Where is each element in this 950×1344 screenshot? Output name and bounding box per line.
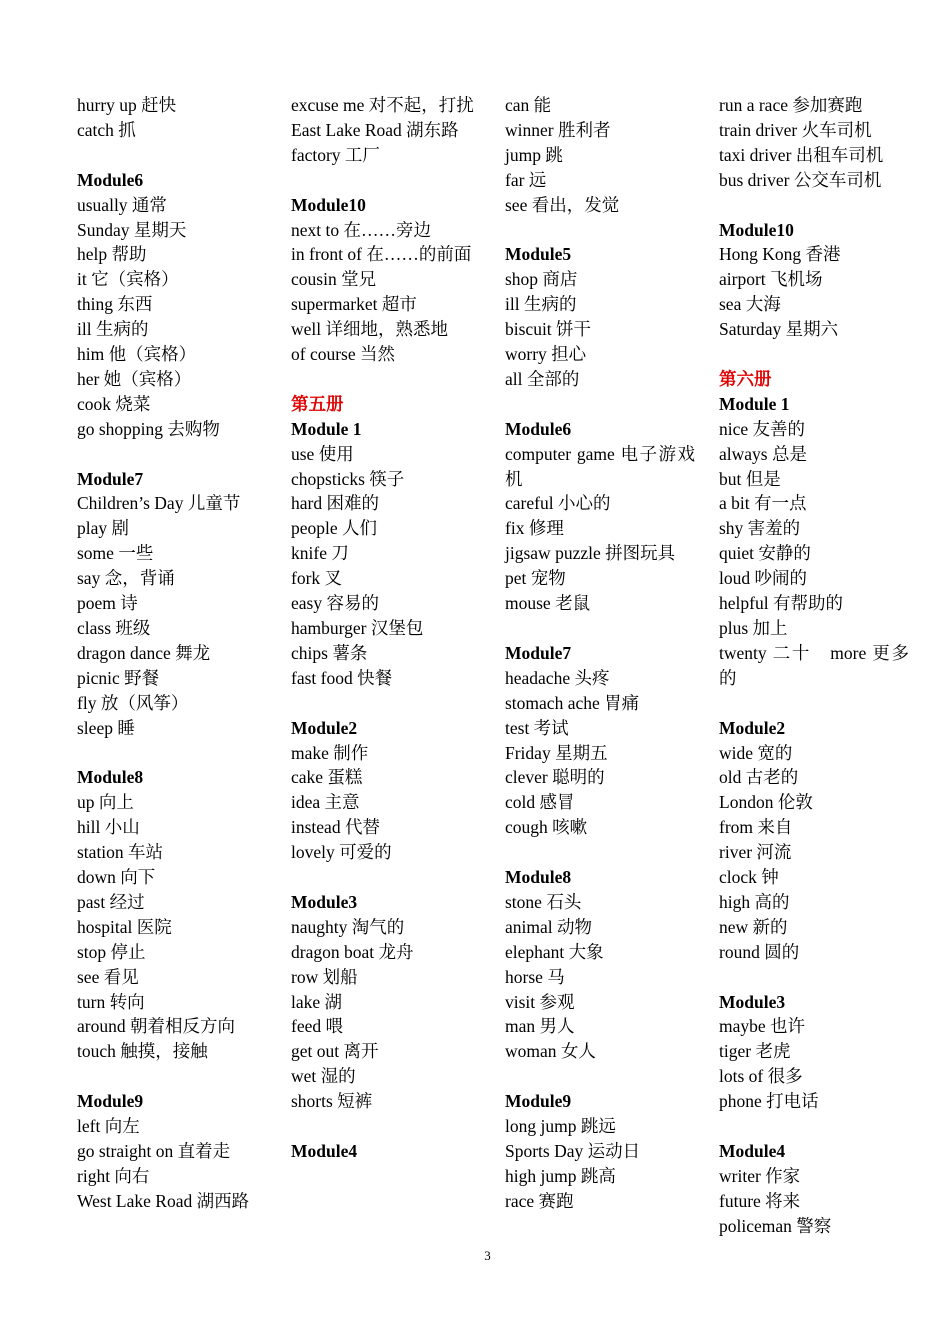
vocab-line: a bit 有一点	[719, 493, 807, 514]
vocab-line: hospital 医院	[77, 916, 172, 937]
vocab-line: class 班级	[77, 618, 151, 638]
vocab-line: twenty 二十 more 更多的	[719, 642, 909, 688]
vocab-line: wet 湿的	[291, 1066, 356, 1087]
vocab-line: sea 大海	[719, 294, 781, 315]
vocab-line: maybe 也许	[719, 1016, 806, 1037]
blank-line	[291, 168, 481, 193]
vocab-line: cook 烧菜	[77, 393, 151, 414]
vocab-line: phone 打电话	[719, 1091, 819, 1112]
vocab-line: hill 小山	[77, 817, 140, 838]
vocab-line: pet 宠物	[505, 568, 566, 589]
vocab-line: fly 放（风筝）	[77, 692, 189, 713]
vocab-line: Sports Day 运动日	[505, 1140, 641, 1161]
vocab-line: bus driver 公交车司机	[719, 169, 882, 190]
vocab-line: him 他（宾格）	[77, 344, 197, 365]
vocab-line: picnic 野餐	[77, 667, 160, 688]
vocab-line: test 考试	[505, 717, 569, 738]
blank-line	[719, 691, 909, 716]
vocab-line: row 划船	[291, 966, 358, 987]
vocab-line: fork 叉	[291, 568, 343, 589]
vocab-line: train driver 火车司机	[719, 119, 872, 140]
blank-line	[505, 840, 695, 865]
vocab-line: feed 喂	[291, 1016, 343, 1037]
vocab-line: tiger 老虎	[719, 1041, 791, 1062]
vocab-line: West Lake Road 湖西路	[77, 1190, 250, 1211]
module-heading: Module6	[77, 169, 144, 190]
vocab-line: thing 东西	[77, 294, 153, 315]
vocab-line: race 赛跑	[505, 1190, 574, 1211]
blank-line	[505, 392, 695, 417]
vocab-line: Friday 星期五	[505, 742, 608, 763]
vocab-line: her 她（宾格）	[77, 368, 192, 389]
vocab-line: horse 马	[505, 966, 565, 987]
vocab-line: London 伦敦	[719, 792, 813, 813]
blank-line	[719, 1114, 909, 1139]
vocab-line: clever 聪明的	[505, 767, 605, 788]
vocab-line: easy 容易的	[291, 593, 379, 614]
vocab-line: elephant 大象	[505, 941, 604, 962]
vocab-line: all 全部的	[505, 368, 580, 389]
vocab-line: run a race 参加赛跑	[719, 95, 863, 115]
blank-line	[77, 143, 267, 168]
blank-line	[505, 1064, 695, 1089]
vocab-line: jump 跳	[505, 144, 563, 165]
vocab-line: right 向右	[77, 1165, 150, 1186]
blank-line	[77, 1064, 267, 1089]
vocab-line: lovely 可爱的	[291, 842, 392, 863]
vocab-line: river 河流	[719, 842, 792, 863]
blank-line	[719, 965, 909, 990]
vocab-line: high 高的	[719, 891, 790, 912]
vocab-line: computer game 电子游戏机	[505, 443, 695, 489]
column-2	[291, 93, 481, 1164]
vocab-line: headache 头疼	[505, 667, 610, 688]
vocab-line: next to 在……旁边	[291, 219, 431, 240]
vocab-line: woman 女人	[505, 1041, 596, 1062]
module-heading: Module9	[77, 1091, 144, 1112]
vocab-line: writer 作家	[719, 1165, 801, 1186]
vocab-line: chips 薯条	[291, 642, 368, 663]
vocab-line: poem 诗	[77, 593, 138, 614]
vocab-line: people 人们	[291, 518, 378, 539]
module-heading: Module3	[719, 991, 786, 1012]
vocab-line: turn 转向	[77, 991, 145, 1012]
blank-line	[77, 741, 267, 766]
vocab-line: down 向下	[77, 867, 156, 888]
module-heading: Module2	[719, 717, 786, 738]
blank-line	[719, 342, 909, 367]
vocab-line: clock 钟	[719, 867, 779, 888]
vocab-line: Sunday 星期天	[77, 219, 187, 240]
vocab-line: hard 困难的	[291, 493, 379, 514]
vocab-line: go straight on 直着走	[77, 1141, 231, 1161]
vocab-line: new 新的	[719, 916, 788, 937]
module-heading: Module5	[505, 244, 572, 265]
vocab-line: cake 蛋糕	[291, 767, 363, 788]
vocab-line: station 车站	[77, 842, 164, 863]
vocab-line: naughty 淘气的	[291, 916, 405, 937]
vocab-line: shop 商店	[505, 269, 578, 290]
vocab-line: chopsticks 筷子	[291, 468, 405, 489]
vocab-line: use 使用	[291, 443, 354, 464]
vocab-line: careful 小心的	[505, 493, 611, 514]
module-heading: Module6	[505, 418, 572, 439]
vocab-line: biscuit 饼干	[505, 319, 592, 340]
vocab-line: cough 咳嗽	[505, 817, 588, 838]
vocab-line: hurry up 赶快	[77, 95, 177, 115]
vocab-line: quiet 安静的	[719, 543, 811, 564]
vocab-line: factory 工厂	[291, 144, 380, 165]
module-heading: Module 1	[719, 393, 790, 414]
vocab-line: stone 石头	[505, 891, 582, 912]
vocab-line: airport 飞机场	[719, 269, 823, 290]
vocab-line: ill 生病的	[505, 294, 577, 315]
column-1	[77, 93, 267, 1214]
vocab-line: man 男人	[505, 1016, 575, 1037]
vocab-line: go shopping 去购物	[77, 418, 220, 439]
vocab-line: dragon boat 龙舟	[291, 941, 414, 962]
vocab-line: left 向左	[77, 1116, 140, 1137]
vocab-line: long jump 跳远	[505, 1116, 616, 1137]
vocab-line: loud 吵闹的	[719, 568, 807, 589]
vocab-line: around 朝着相反方向	[77, 1016, 235, 1037]
vocab-line: help 帮助	[77, 244, 147, 265]
page-number: 3	[484, 1248, 491, 1263]
blank-line	[291, 691, 481, 716]
vocab-line: mouse 老鼠	[505, 593, 591, 614]
vocab-line: supermarket 超市	[291, 294, 417, 315]
blank-line	[505, 616, 695, 641]
vocab-line: see 看出，发觉	[505, 194, 620, 215]
vocab-line: fast food 快餐	[291, 667, 393, 688]
vocab-line: Hong Kong 香港	[719, 244, 841, 265]
vocab-line: idea 主意	[291, 792, 360, 813]
vocab-line: old 古老的	[719, 767, 799, 788]
vocab-line: from 来自	[719, 817, 793, 838]
vocab-line: helpful 有帮助的	[719, 593, 843, 614]
vocab-line: can 能	[505, 95, 552, 115]
vocab-line: hamburger 汉堡包	[291, 618, 424, 638]
vocab-line: Saturday 星期六	[719, 319, 839, 340]
vocab-line: plus 加上	[719, 618, 788, 638]
vocab-line: see 看见	[77, 966, 139, 987]
vocab-line: taxi driver 出租车司机	[719, 144, 884, 165]
vocab-line: get out 离开	[291, 1041, 379, 1062]
vocab-line: future 将来	[719, 1190, 801, 1211]
blank-line	[77, 442, 267, 467]
module-heading: Module7	[77, 468, 144, 489]
vocab-line: dragon dance 舞龙	[77, 642, 211, 663]
vocab-line: shorts 短裤	[291, 1091, 373, 1112]
vocab-line: round 圆的	[719, 941, 800, 962]
vocab-line: fix 修理	[505, 518, 564, 539]
vocab-line: say 念，背诵	[77, 568, 175, 589]
vocab-line: lake 湖	[291, 991, 343, 1012]
vocab-line: ill 生病的	[77, 319, 149, 340]
vocab-line: cousin 堂兄	[291, 269, 377, 290]
vocab-line: lots of 很多	[719, 1066, 803, 1087]
vocab-line: Children’s Day 儿童节	[77, 493, 241, 514]
vocab-line: make 制作	[291, 742, 369, 763]
vocab-line: usually 通常	[77, 194, 167, 215]
volume-heading: 第六册	[719, 368, 772, 389]
vocab-line: of course 当然	[291, 344, 396, 365]
vocab-line: excuse me 对不起，打扰	[291, 95, 474, 115]
vocab-line: but 但是	[719, 468, 781, 489]
vocab-line: winner 胜利者	[505, 119, 611, 140]
vocab-line: high jump 跳高	[505, 1165, 616, 1186]
module-heading: Module 1	[291, 418, 362, 439]
vocab-line: stomach ache 胃痛	[505, 692, 640, 713]
vocab-line: cold 感冒	[505, 792, 575, 813]
blank-line	[291, 1114, 481, 1139]
vocab-line: past 经过	[77, 891, 145, 912]
vocab-line: stop 停止	[77, 941, 146, 962]
vocab-line: East Lake Road 湖东路	[291, 119, 459, 140]
vocab-line: up 向上	[77, 792, 134, 813]
vocab-line: in front of 在……的前面	[291, 244, 472, 265]
blank-line	[291, 865, 481, 890]
vocab-line: jigsaw puzzle 拼图玩具	[505, 543, 676, 564]
volume-heading: 第五册	[291, 393, 344, 414]
vocab-line: always 总是	[719, 443, 807, 464]
module-heading: Module10	[291, 194, 366, 215]
vocab-line: visit 参观	[505, 991, 575, 1012]
module-heading: Module8	[77, 767, 144, 788]
module-heading: Module3	[291, 891, 358, 912]
module-heading: Module9	[505, 1091, 572, 1112]
module-heading: Module10	[719, 219, 794, 240]
module-heading: Module8	[505, 867, 572, 888]
vocab-line: play 剧	[77, 518, 130, 539]
module-heading: Module4	[719, 1140, 786, 1161]
module-heading: Module4	[291, 1140, 358, 1161]
vocab-line: shy 害羞的	[719, 518, 801, 539]
column-4	[719, 93, 909, 1239]
column-3	[505, 93, 695, 1214]
vocab-line: wide 宽的	[719, 742, 793, 763]
vocab-line: worry 担心	[505, 344, 587, 365]
blank-line	[505, 218, 695, 243]
vocab-line: policeman 警察	[719, 1215, 832, 1236]
vocab-line: animal 动物	[505, 916, 592, 937]
vocab-line: some 一些	[77, 543, 154, 564]
module-heading: Module7	[505, 642, 572, 663]
vocab-line: instead 代替	[291, 817, 380, 838]
blank-line	[719, 193, 909, 218]
vocab-line: knife 刀	[291, 543, 349, 564]
vocab-line: touch 触摸，接触	[77, 1041, 208, 1062]
vocab-line: it 它（宾格）	[77, 269, 179, 290]
vocab-line: nice 友善的	[719, 418, 806, 439]
vocab-line: catch 抓	[77, 119, 136, 140]
vocab-line: sleep 睡	[77, 717, 135, 738]
vocab-line: well 详细地，熟悉地	[291, 319, 449, 340]
module-heading: Module2	[291, 717, 358, 738]
vocab-line: far 远	[505, 169, 547, 190]
blank-line	[291, 367, 481, 392]
